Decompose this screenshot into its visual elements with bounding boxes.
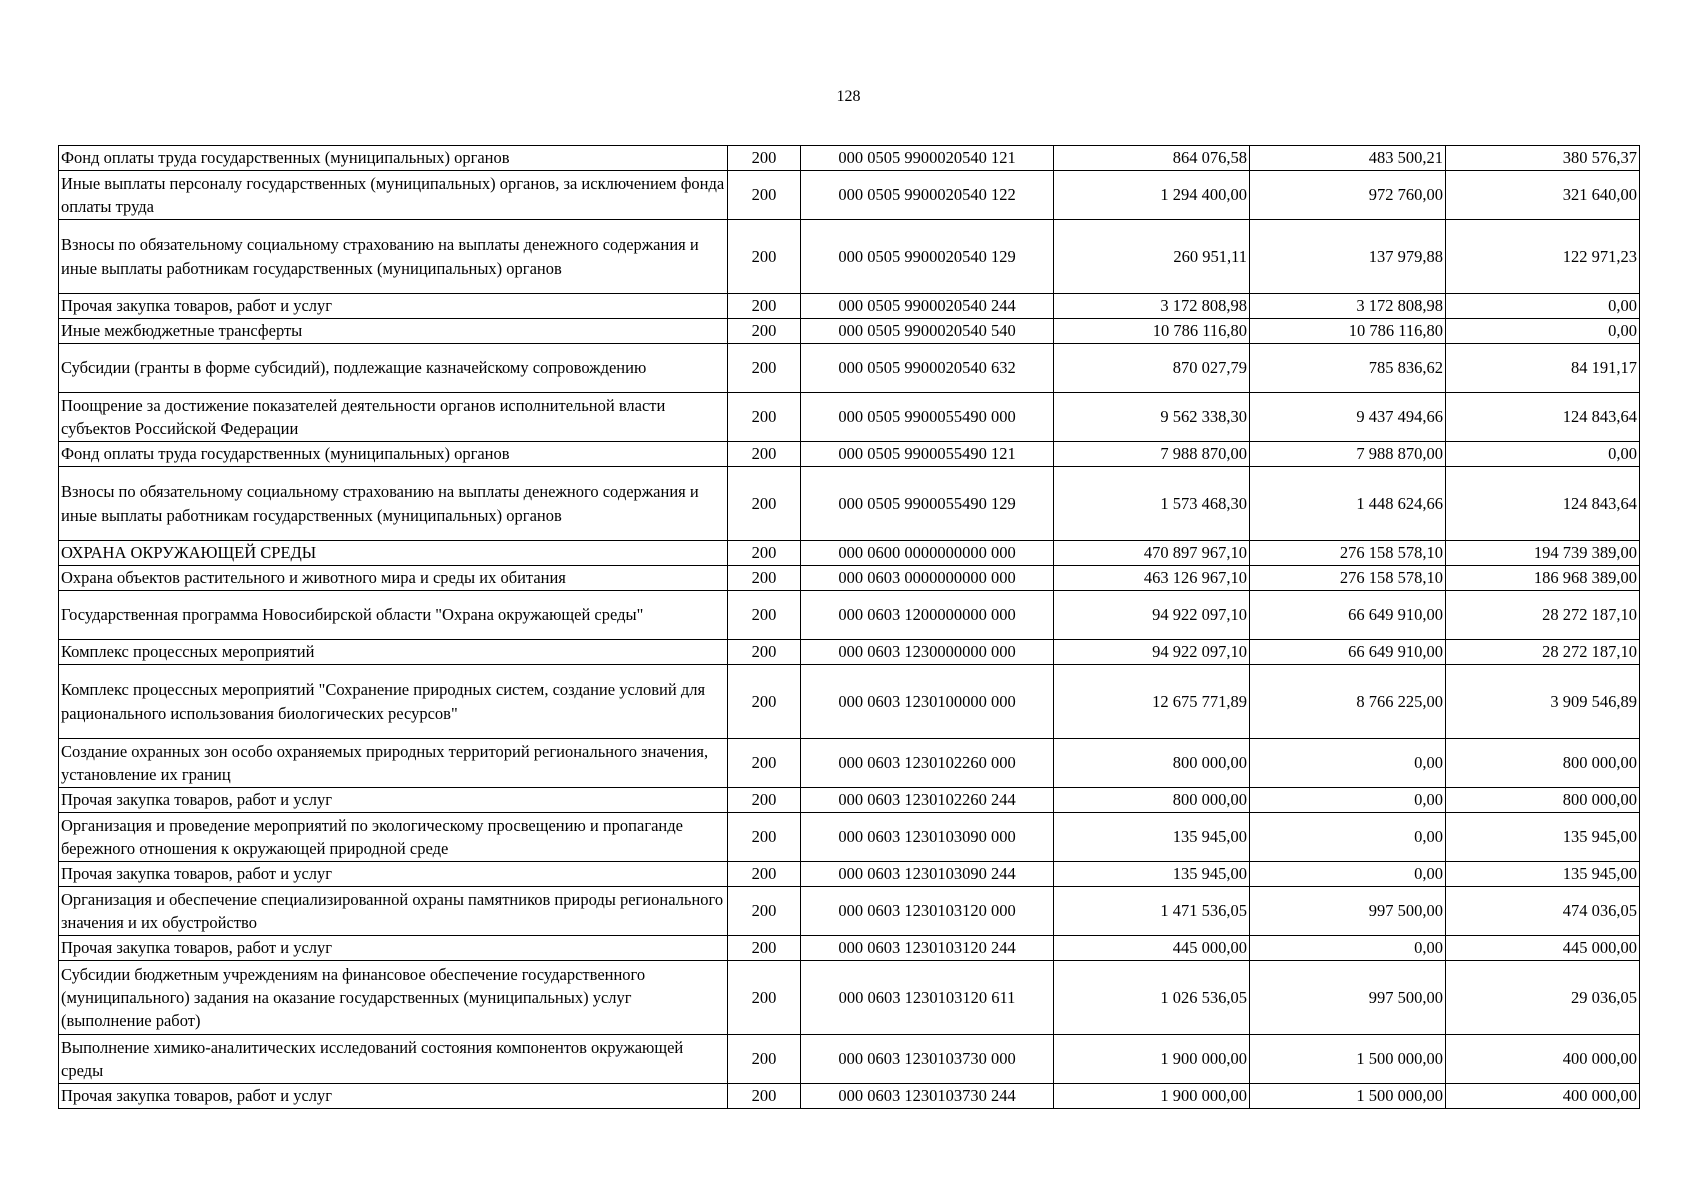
row-name-cell: Организация и проведение мероприятий по экологическому просвещению и пропаганде бережного отношения к окружающей природной среде [59,813,728,862]
row-value-2-cell: 997 500,00 [1250,887,1446,936]
row-value-3-cell: 28 272 187,10 [1446,591,1640,640]
row-admin-cell: 200 [728,344,801,393]
row-value-1-cell: 1 573 468,30 [1054,467,1250,541]
row-value-3-cell: 0,00 [1446,319,1640,344]
row-code-cell: 000 0600 0000000000 000 [801,541,1054,566]
row-value-3-cell: 800 000,00 [1446,739,1640,788]
row-name-cell: Прочая закупка товаров, работ и услуг [59,788,728,813]
row-code-cell: 000 0603 1230103120 611 [801,961,1054,1035]
row-admin-cell: 200 [728,1035,801,1084]
row-admin-cell: 200 [728,541,801,566]
table-row [59,1035,1640,1084]
row-value-3-cell: 28 272 187,10 [1446,640,1640,665]
table-row [59,961,1640,1035]
row-admin-cell: 200 [728,813,801,862]
table-row [59,788,1640,813]
row-value-1-cell: 135 945,00 [1054,813,1250,862]
row-name-cell: Взносы по обязательному социальному страхованию на выплаты денежного содержания и иные выплаты работникам государственных (муниципальных) органов [59,220,728,294]
row-code-cell: 000 0603 1200000000 000 [801,591,1054,640]
row-value-2-cell: 0,00 [1250,813,1446,862]
table-row [59,442,1640,467]
table-row [59,467,1640,541]
row-value-3-cell: 400 000,00 [1446,1035,1640,1084]
row-admin-cell: 200 [728,640,801,665]
row-value-3-cell: 380 576,37 [1446,146,1640,171]
table-row [59,344,1640,393]
row-value-1-cell: 864 076,58 [1054,146,1250,171]
row-value-1-cell: 135 945,00 [1054,862,1250,887]
row-code-cell: 000 0603 0000000000 000 [801,566,1054,591]
row-code-cell: 000 0603 1230103730 244 [801,1084,1054,1109]
row-value-2-cell: 8 766 225,00 [1250,665,1446,739]
table-row [59,146,1640,171]
row-value-2-cell: 7 988 870,00 [1250,442,1446,467]
budget-table-body [59,146,1640,1109]
row-value-2-cell: 9 437 494,66 [1250,393,1446,442]
row-code-cell: 000 0505 9900020540 121 [801,146,1054,171]
row-name-cell: Поощрение за достижение показателей деятельности органов исполнительной власти субъектов Российской Федерации [59,393,728,442]
row-code-cell: 000 0505 9900020540 632 [801,344,1054,393]
row-value-3-cell: 135 945,00 [1446,813,1640,862]
row-admin-cell: 200 [728,467,801,541]
row-admin-cell: 200 [728,566,801,591]
row-value-3-cell: 0,00 [1446,442,1640,467]
row-value-1-cell: 800 000,00 [1054,739,1250,788]
row-name-cell: Фонд оплаты труда государственных (муниципальных) органов [59,146,728,171]
row-value-3-cell: 321 640,00 [1446,171,1640,220]
row-admin-cell: 200 [728,146,801,171]
row-value-1-cell: 1 026 536,05 [1054,961,1250,1035]
table-row [59,887,1640,936]
row-value-3-cell: 186 968 389,00 [1446,566,1640,591]
row-name-cell: Взносы по обязательному социальному страхованию на выплаты денежного содержания и иные выплаты работникам государственных (муниципальных) органов [59,467,728,541]
row-name-cell: Фонд оплаты труда государственных (муниципальных) органов [59,442,728,467]
row-name-cell: Комплекс процессных мероприятий [59,640,728,665]
page-number: 128 [836,88,861,105]
table-row [59,393,1640,442]
table-row [59,171,1640,220]
row-admin-cell: 200 [728,665,801,739]
row-admin-cell: 200 [728,591,801,640]
table-row [59,739,1640,788]
row-name-cell: Прочая закупка товаров, работ и услуг [59,936,728,961]
row-value-2-cell: 0,00 [1250,788,1446,813]
row-value-1-cell: 9 562 338,30 [1054,393,1250,442]
row-name-cell: Организация и обеспечение специализированной охраны памятников природы регионального значения и их обустройство [59,887,728,936]
row-value-1-cell: 870 027,79 [1054,344,1250,393]
table-row [59,541,1640,566]
row-value-2-cell: 1 500 000,00 [1250,1084,1446,1109]
row-value-1-cell: 12 675 771,89 [1054,665,1250,739]
table-row [59,862,1640,887]
table-row [59,640,1640,665]
row-name-cell: Создание охранных зон особо охраняемых природных территорий регионального значения, установление их границ [59,739,728,788]
row-value-2-cell: 0,00 [1250,936,1446,961]
table-row [59,1084,1640,1109]
row-value-3-cell: 0,00 [1446,294,1640,319]
row-value-2-cell: 0,00 [1250,739,1446,788]
row-value-2-cell: 66 649 910,00 [1250,640,1446,665]
row-admin-cell: 200 [728,294,801,319]
row-name-cell: Субсидии бюджетным учреждениям на финансовое обеспечение государственного (муниципального) задания на оказание государственных (муниципальных) услуг (выполнение работ) [59,961,728,1035]
row-admin-cell: 200 [728,1084,801,1109]
table-row [59,220,1640,294]
table-row [59,319,1640,344]
row-value-2-cell: 3 172 808,98 [1250,294,1446,319]
row-code-cell: 000 0505 9900020540 122 [801,171,1054,220]
table-row [59,591,1640,640]
row-value-3-cell: 124 843,64 [1446,467,1640,541]
row-admin-cell: 200 [728,739,801,788]
budget-table [58,145,1640,1109]
row-value-1-cell: 1 471 536,05 [1054,887,1250,936]
row-name-cell: Иные выплаты персоналу государственных (муниципальных) органов, за исключением фонда оплаты труда [59,171,728,220]
row-code-cell: 000 0603 1230103090 244 [801,862,1054,887]
row-code-cell: 000 0603 1230103090 000 [801,813,1054,862]
row-value-2-cell: 1 500 000,00 [1250,1035,1446,1084]
row-name-cell: Прочая закупка товаров, работ и услуг [59,862,728,887]
row-value-3-cell: 474 036,05 [1446,887,1640,936]
row-name-cell: ОХРАНА ОКРУЖАЮЩЕЙ СРЕДЫ [59,541,728,566]
table-row [59,813,1640,862]
row-value-3-cell: 445 000,00 [1446,936,1640,961]
row-admin-cell: 200 [728,319,801,344]
row-value-2-cell: 785 836,62 [1250,344,1446,393]
row-value-1-cell: 1 900 000,00 [1054,1035,1250,1084]
row-name-cell: Прочая закупка товаров, работ и услуг [59,1084,728,1109]
row-value-1-cell: 260 951,11 [1054,220,1250,294]
row-value-1-cell: 800 000,00 [1054,788,1250,813]
row-value-2-cell: 997 500,00 [1250,961,1446,1035]
row-value-2-cell: 972 760,00 [1250,171,1446,220]
table-row [59,566,1640,591]
row-value-3-cell: 84 191,17 [1446,344,1640,393]
table-row [59,294,1640,319]
row-admin-cell: 200 [728,220,801,294]
row-value-1-cell: 10 786 116,80 [1054,319,1250,344]
row-admin-cell: 200 [728,887,801,936]
row-admin-cell: 200 [728,442,801,467]
row-name-cell: Иные межбюджетные трансферты [59,319,728,344]
row-value-2-cell: 137 979,88 [1250,220,1446,294]
row-admin-cell: 200 [728,961,801,1035]
row-value-1-cell: 470 897 967,10 [1054,541,1250,566]
row-value-1-cell: 1 294 400,00 [1054,171,1250,220]
row-code-cell: 000 0505 9900020540 129 [801,220,1054,294]
row-value-3-cell: 135 945,00 [1446,862,1640,887]
row-code-cell: 000 0603 1230100000 000 [801,665,1054,739]
row-value-3-cell: 400 000,00 [1446,1084,1640,1109]
row-value-1-cell: 445 000,00 [1054,936,1250,961]
row-name-cell: Выполнение химико-аналитических исследований состояния компонентов окружающей среды [59,1035,728,1084]
row-name-cell: Субсидии (гранты в форме субсидий), подлежащие казначейскому сопровождению [59,344,728,393]
row-value-3-cell: 124 843,64 [1446,393,1640,442]
row-value-2-cell: 10 786 116,80 [1250,319,1446,344]
row-value-1-cell: 3 172 808,98 [1054,294,1250,319]
row-value-2-cell: 1 448 624,66 [1250,467,1446,541]
row-value-2-cell: 0,00 [1250,862,1446,887]
row-name-cell: Государственная программа Новосибирской области "Охрана окружающей среды" [59,591,728,640]
row-code-cell: 000 0505 9900055490 000 [801,393,1054,442]
row-value-3-cell: 194 739 389,00 [1446,541,1640,566]
row-name-cell: Охрана объектов растительного и животного мира и среды их обитания [59,566,728,591]
row-value-1-cell: 463 126 967,10 [1054,566,1250,591]
row-value-1-cell: 7 988 870,00 [1054,442,1250,467]
row-value-2-cell: 276 158 578,10 [1250,566,1446,591]
row-value-3-cell: 3 909 546,89 [1446,665,1640,739]
row-code-cell: 000 0603 1230102260 000 [801,739,1054,788]
row-value-3-cell: 122 971,23 [1446,220,1640,294]
row-value-2-cell: 483 500,21 [1250,146,1446,171]
table-row [59,665,1640,739]
row-code-cell: 000 0603 1230000000 000 [801,640,1054,665]
row-name-cell: Прочая закупка товаров, работ и услуг [59,294,728,319]
row-code-cell: 000 0603 1230103730 000 [801,1035,1054,1084]
row-value-2-cell: 66 649 910,00 [1250,591,1446,640]
row-code-cell: 000 0603 1230103120 000 [801,887,1054,936]
row-code-cell: 000 0603 1230102260 244 [801,788,1054,813]
row-code-cell: 000 0505 9900020540 540 [801,319,1054,344]
row-value-1-cell: 94 922 097,10 [1054,640,1250,665]
row-code-cell: 000 0603 1230103120 244 [801,936,1054,961]
row-admin-cell: 200 [728,171,801,220]
row-admin-cell: 200 [728,393,801,442]
row-admin-cell: 200 [728,788,801,813]
row-value-1-cell: 94 922 097,10 [1054,591,1250,640]
table-row [59,936,1640,961]
row-code-cell: 000 0505 9900055490 129 [801,467,1054,541]
row-value-1-cell: 1 900 000,00 [1054,1084,1250,1109]
row-code-cell: 000 0505 9900020540 244 [801,294,1054,319]
row-admin-cell: 200 [728,862,801,887]
row-value-2-cell: 276 158 578,10 [1250,541,1446,566]
row-value-3-cell: 800 000,00 [1446,788,1640,813]
row-name-cell: Комплекс процессных мероприятий "Сохранение природных систем, создание условий для рационального использования биологических ресурсов" [59,665,728,739]
row-value-3-cell: 29 036,05 [1446,961,1640,1035]
row-admin-cell: 200 [728,936,801,961]
row-code-cell: 000 0505 9900055490 121 [801,442,1054,467]
